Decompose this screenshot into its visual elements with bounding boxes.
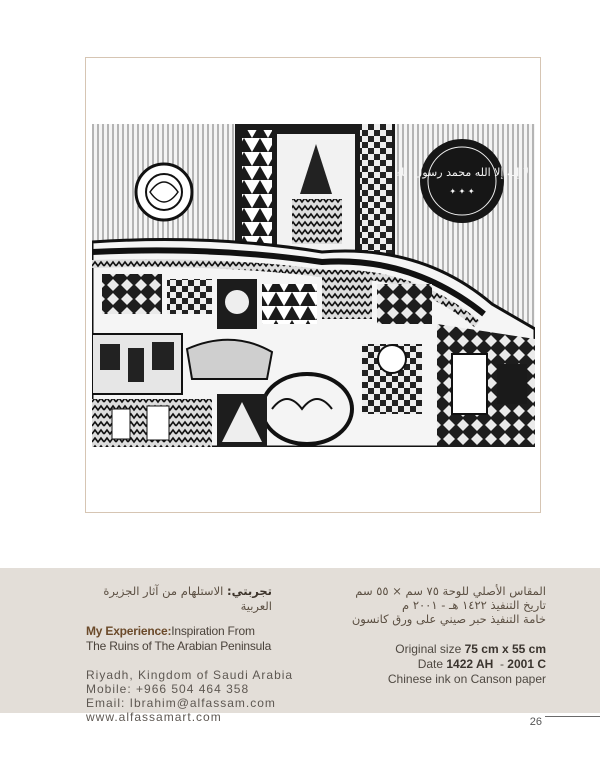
svg-text:✦ ✦ ✦: ✦ ✦ ✦: [449, 187, 475, 196]
central-left-strip: [242, 130, 272, 260]
arabic-size: المقاس الأصلي للوحة ٧٥ سم × ٥٥ سم: [355, 584, 546, 598]
arabic-title-label: تجربتي:: [226, 584, 272, 598]
footer-rule: [545, 716, 600, 717]
contact-block: [86, 668, 294, 724]
arabic-date: تاريخ التنفيذ ١٤٢٢ هـ - ٢٠٠١ م: [402, 598, 546, 612]
contact-address: Riyadh, Kingdom of Saudi Arabia: [86, 668, 294, 682]
artwork-image: [92, 124, 535, 447]
arch-scene: [262, 374, 352, 444]
medallion-calligraphy: لا إله إلا الله محمد رسول الله: [394, 166, 530, 179]
english-title-label: My Experience:: [86, 624, 172, 638]
english-details: [336, 642, 546, 687]
arabic-medium: خامة التنفيذ حبر صيني على ورق كانسون: [351, 612, 546, 626]
boat-scene: [187, 340, 272, 379]
date-c: 2001 C: [507, 657, 546, 671]
page-number: 26: [529, 716, 542, 728]
contact-website[interactable]: www.alfassamart.com: [86, 710, 222, 724]
english-title-text: Inspiration From The Ruins of The Arabian Peninsula: [86, 624, 272, 653]
tile-6: [377, 284, 432, 324]
contact-email[interactable]: Email: Ibrahim@alfassam.com: [86, 696, 276, 710]
contact-mobile: Mobile: +966 504 464 358: [86, 682, 250, 696]
arabic-title-text: الاستلهام من آثار الجزيرة العربية: [103, 584, 272, 613]
right-medallion: [420, 139, 504, 223]
medium-line: Chinese ink on Canson paper: [387, 672, 546, 686]
tile-2: [167, 279, 212, 314]
date-line: Date 1422 AH - 2001 C: [417, 657, 546, 671]
size-value: 75 cm x 55 cm: [464, 642, 546, 656]
arabic-title: [86, 584, 272, 614]
left-medallion: [136, 164, 192, 220]
english-title: [86, 624, 272, 654]
artwork-details: [336, 584, 546, 687]
size-line: Original size 75 cm x 55 cm: [395, 642, 546, 656]
artist-info: [86, 584, 294, 724]
tile-1: [102, 274, 162, 314]
central-right-strip: [360, 124, 392, 259]
tile-4: [262, 284, 317, 324]
date-ah: 1422 AH: [446, 657, 494, 671]
central-motif: [292, 199, 342, 244]
tile-5: [322, 274, 372, 319]
